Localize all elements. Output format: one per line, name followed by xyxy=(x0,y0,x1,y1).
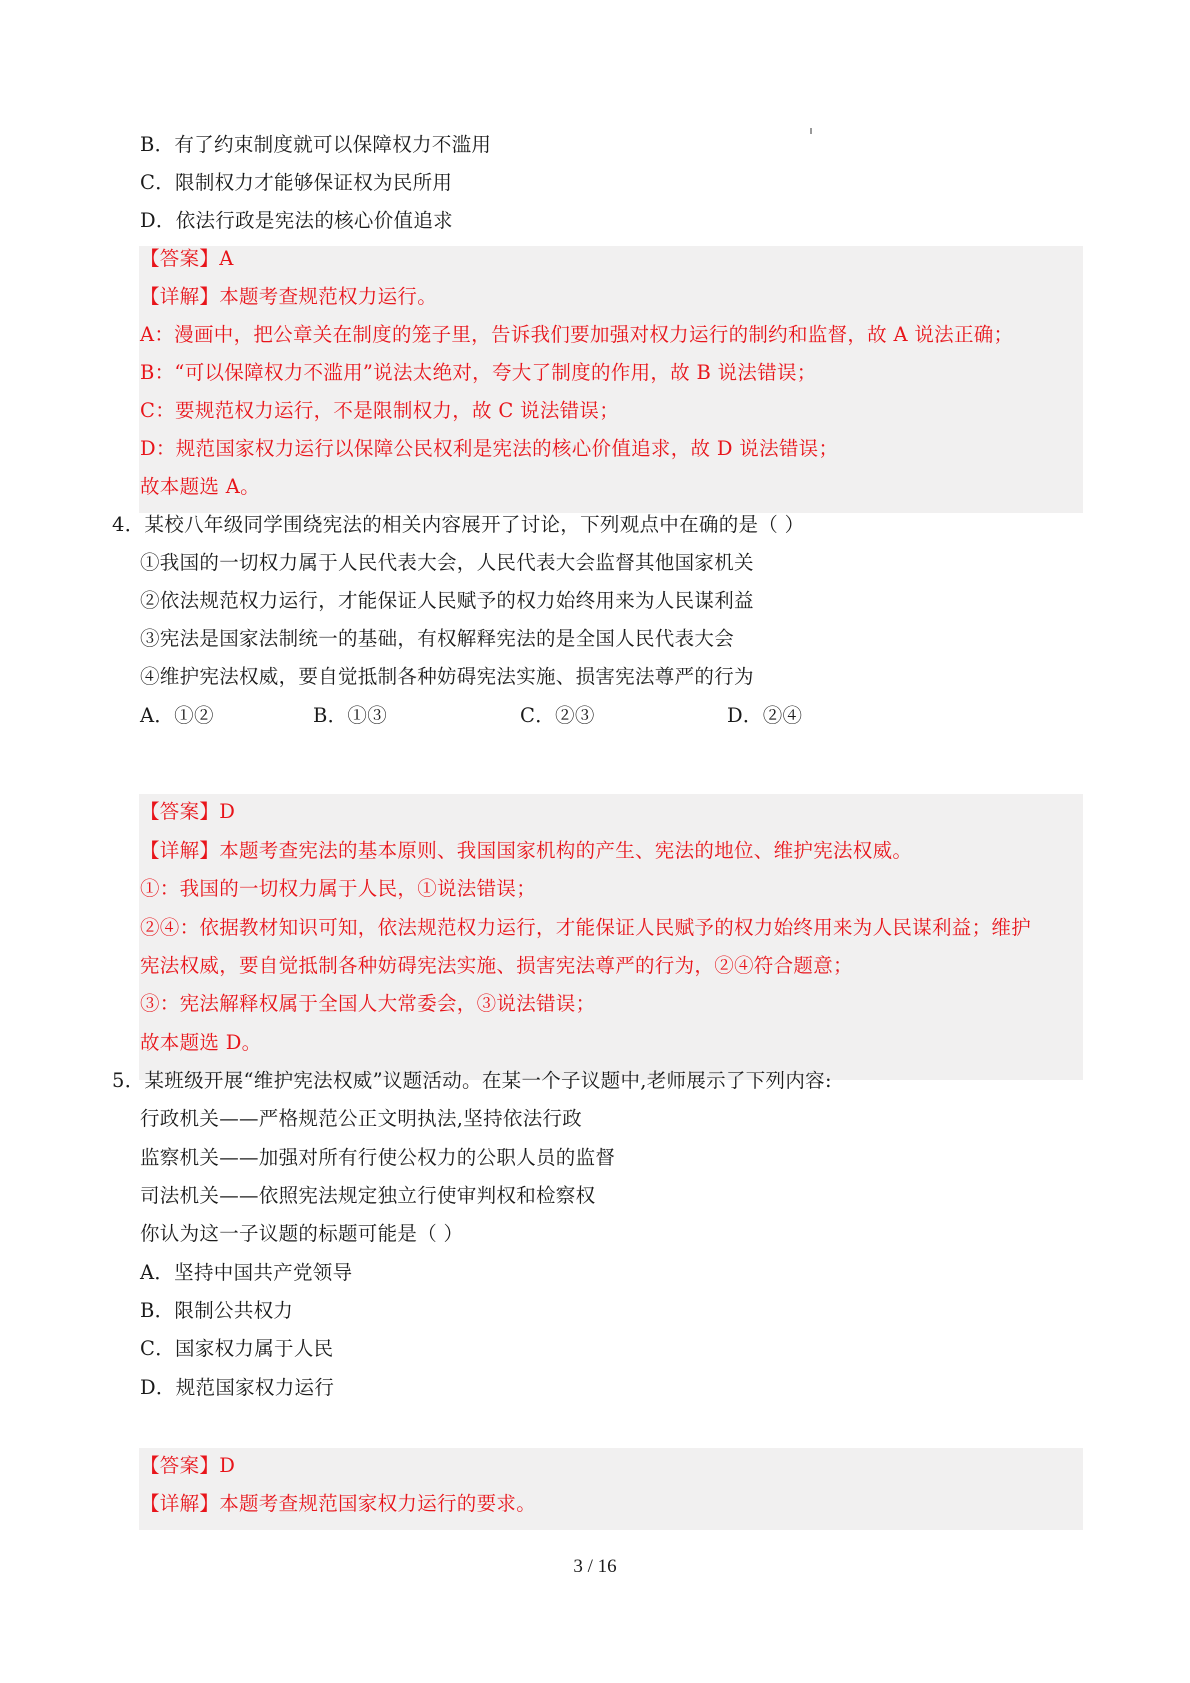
q5-option-c: C．国家权力属于人民 xyxy=(140,1337,334,1360)
q4-option-a: A．①② xyxy=(140,704,214,727)
q5-material-3: 司法机关——依照宪法规定独立行使审判权和检察权 xyxy=(140,1184,596,1207)
q4-statement-1: ①我国的一切权力属于人民代表大会，人民代表大会监督其他国家机关 xyxy=(140,551,754,574)
q5-answer: 【答案】D xyxy=(140,1454,236,1477)
q5-material-2: 监察机关——加强对所有行使公权力的公职人员的监督 xyxy=(140,1146,616,1169)
q4-explanation-intro: 【详解】本题考查宪法的基本原则、我国国家机构的产生、宪法的地位、维护宪法权威。 xyxy=(140,839,913,862)
q5-material-1: 行政机关——严格规范公正文明执法,坚持依法行政 xyxy=(140,1107,583,1130)
q5-explanation-intro: 【详解】本题考查规范国家权力运行的要求。 xyxy=(140,1492,537,1515)
q4-statement-4: ④维护宪法权威，要自觉抵制各种妨碍宪法实施、损害宪法尊严的行为 xyxy=(140,665,754,688)
q3-explanation-a: A：漫画中，把公章关在制度的笼子里，告诉我们要加强对权力运行的制约和监督，故 A 说法正确； xyxy=(140,323,1014,346)
q5-stem: 5．某班级开展“维护宪法权威”议题活动。在某一个子议题中,老师展示了下列内容: xyxy=(112,1069,832,1092)
q4-answer: 【答案】D xyxy=(140,800,236,823)
stray-mark xyxy=(810,128,812,134)
q4-option-c: C．②③ xyxy=(520,704,595,727)
q3-explanation-b: B：“可以保障权力不滥用”说法太绝对，夸大了制度的作用，故 B 说法错误； xyxy=(140,361,817,384)
q5-option-b: B．限制公共权力 xyxy=(140,1299,294,1322)
q4-stem: 4．某校八年级同学围绕宪法的相关内容展开了讨论，下列观点中在确的是（ ） xyxy=(112,513,805,536)
q3-option-b: B．有了约束制度就可以保障权力不滥用 xyxy=(140,133,492,156)
q4-explanation-24b: 宪法权威，要自觉抵制各种妨碍宪法实施、损害宪法尊严的行为，②④符合题意； xyxy=(140,954,853,977)
q4-statement-2: ②依法规范权力运行，才能保证人民赋予的权力始终用来为人民谋利益 xyxy=(140,589,754,612)
q4-explanation-3: ③：宪法解释权属于全国人大常委会，③说法错误； xyxy=(140,992,596,1015)
q3-explanation-c: C：要规范权力运行，不是限制权力，故 C 说法错误； xyxy=(140,399,620,422)
page-number: 3 / 16 xyxy=(573,1556,617,1577)
q5-option-a: A．坚持中国共产党领导 xyxy=(140,1261,353,1284)
q4-statement-3: ③宪法是国家法制统一的基础，有权解释宪法的是全国人民代表大会 xyxy=(140,627,735,650)
q4-conclusion: 故本题选 D。 xyxy=(140,1031,262,1054)
q4-explanation-24a: ②④：依据教材知识可知，依法规范权力运行，才能保证人民赋予的权力始终用来为人民谋利益；维护 xyxy=(140,916,1032,939)
q5-option-d: D．规范国家权力运行 xyxy=(140,1376,335,1399)
q5-question: 你认为这一子议题的标题可能是（ ） xyxy=(140,1222,464,1245)
q3-explanation-d: D：规范国家权力运行以保障公民权利是宪法的核心价值追求，故 D 说法错误； xyxy=(140,437,839,460)
q3-conclusion: 故本题选 A。 xyxy=(140,475,260,498)
q4-option-b: B．①③ xyxy=(313,704,388,727)
q4-option-d: D．②④ xyxy=(727,704,803,727)
q3-answer: 【答案】A xyxy=(140,247,234,270)
q3-option-d: D．依法行政是宪法的核心价值追求 xyxy=(140,209,453,232)
q4-explanation-1: ①：我国的一切权力属于人民，①说法错误； xyxy=(140,877,537,900)
q3-explanation-intro: 【详解】本题考查规范权力运行。 xyxy=(140,285,438,308)
q3-option-c: C．限制权力才能够保证权为民所用 xyxy=(140,171,453,194)
